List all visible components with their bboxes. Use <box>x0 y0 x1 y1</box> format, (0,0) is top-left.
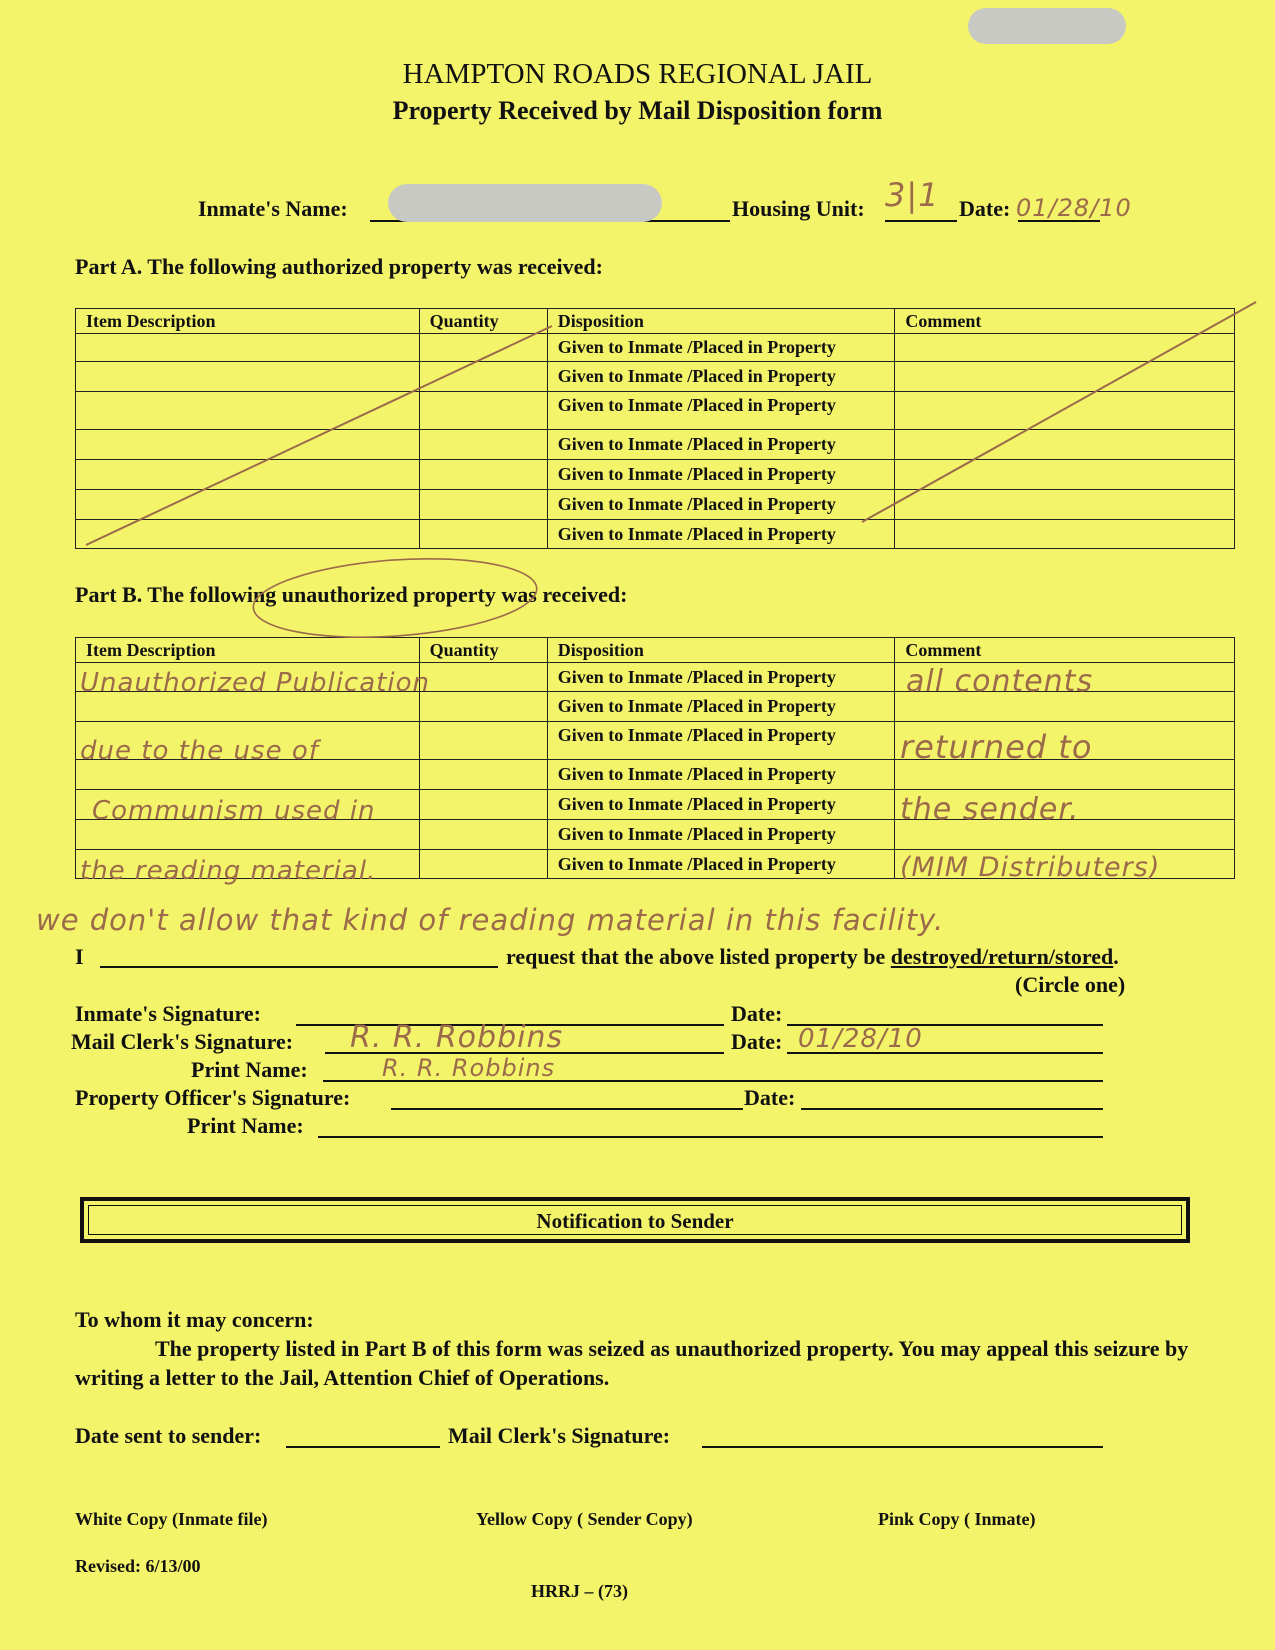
part-b-title: Part B. The following unauthorized property was received: <box>75 582 628 607</box>
pink-copy-label: Pink Copy ( Inmate) <box>878 1509 1036 1529</box>
request-options[interactable]: destroyed/return/stored <box>890 944 1114 969</box>
handwritten-item-1: Unauthorized Publication <box>80 668 430 698</box>
property-officer-print-name-label: Print Name: <box>187 1113 304 1138</box>
request-name-field[interactable] <box>100 966 498 968</box>
request-i-label: I <box>75 944 84 969</box>
property-officer-date-field[interactable] <box>801 1108 1103 1110</box>
notification-mail-clerk-label: Mail Clerk's Signature: <box>448 1423 671 1448</box>
property-officer-signature-field[interactable] <box>391 1108 743 1110</box>
col-item-description: Item Description <box>76 638 420 663</box>
notification-banner <box>80 1197 1190 1243</box>
mail-clerk-signature-label: Mail Clerk's Signature: <box>71 1029 294 1054</box>
col-disposition: Disposition <box>547 638 895 663</box>
disposition-option: Given to Inmate /Placed in Property <box>547 520 895 549</box>
mail-clerk-date-value: 01/28/10 <box>798 1024 923 1054</box>
mail-clerk-date-label: Date: <box>731 1029 783 1054</box>
request-period: . <box>1113 944 1119 969</box>
disposition-option: Given to Inmate /Placed in Property <box>547 760 895 790</box>
disposition-option: Given to Inmate /Placed in Property <box>547 820 895 850</box>
col-comment: Comment <box>895 638 1235 663</box>
col-comment: Comment <box>895 309 1235 334</box>
yellow-copy-label: Yellow Copy ( Sender Copy) <box>476 1509 693 1529</box>
handwritten-item-2: due to the use of <box>80 736 319 766</box>
form-subtitle: Property Received by Mail Disposition form <box>392 96 883 125</box>
print-name-value: R. R. Robbins <box>382 1054 556 1082</box>
white-copy-label: White Copy (Inmate file) <box>75 1509 268 1529</box>
circle-one-note: (Circle one) <box>1015 972 1126 997</box>
inmate-name-label: Inmate's Name: <box>198 196 348 221</box>
handwritten-comment-2: returned to <box>900 728 1093 766</box>
form-title: HAMPTON ROADS REGIONAL JAIL <box>402 58 873 90</box>
part-a-title: Part A. The following authorized property was received: <box>75 254 603 279</box>
handwritten-note: we don't allow that kind of reading material in this facility. <box>36 903 945 937</box>
print-name-label: Print Name: <box>191 1057 308 1082</box>
inmate-date-label: Date: <box>731 1001 783 1026</box>
disposition-option: Given to Inmate /Placed in Property <box>547 850 895 879</box>
disposition-option: Given to Inmate /Placed in Property <box>547 722 895 760</box>
housing-unit-value: 3|1 <box>885 176 940 214</box>
property-officer-date-label: Date: <box>744 1085 796 1110</box>
revised-label: Revised: 6/13/00 <box>75 1556 201 1576</box>
housing-unit-label: Housing Unit: <box>732 196 865 221</box>
disposition-option: Given to Inmate /Placed in Property <box>547 692 895 722</box>
mail-clerk-signature-value: R. R. Robbins <box>350 1020 564 1055</box>
col-quantity: Quantity <box>419 309 547 334</box>
form-code: HRRJ – (73) <box>531 1581 628 1601</box>
handwritten-comment-4: (MIM Distributers) <box>900 852 1161 883</box>
disposition-option: Given to Inmate /Placed in Property <box>547 362 895 392</box>
col-item-description: Item Description <box>76 309 420 334</box>
date-sent-field[interactable] <box>286 1446 440 1448</box>
handwritten-item-3: Communism used in <box>92 796 376 826</box>
disposition-option: Given to Inmate /Placed in Property <box>547 392 895 430</box>
date-label: Date: <box>959 196 1011 221</box>
request-text <box>506 944 1119 970</box>
notification-body: The property listed in Part B of this form was seized as unauthorized property. You may appeal this seizure by writing a letter to the Jail, Attention Chief of Operations. <box>75 1336 1189 1390</box>
inmate-signature-label: Inmate's Signature: <box>75 1001 261 1026</box>
disposition-option: Given to Inmate /Placed in Property <box>547 790 895 820</box>
property-officer-signature-label: Property Officer's Signature: <box>75 1085 351 1110</box>
date-sent-label: Date sent to sender: <box>75 1423 262 1448</box>
col-disposition: Disposition <box>547 309 895 334</box>
disposition-option: Given to Inmate /Placed in Property <box>547 430 895 460</box>
property-officer-print-name-field[interactable] <box>318 1136 1103 1138</box>
disposition-option: Given to Inmate /Placed in Property <box>547 460 895 490</box>
notification-mail-clerk-field[interactable] <box>702 1446 1103 1448</box>
notification-title: Notification to Sender <box>88 1205 1182 1235</box>
date-value: 01/28/10 <box>1016 194 1132 222</box>
handwritten-comment-3: the sender. <box>900 792 1080 827</box>
disposition-option: Given to Inmate /Placed in Property <box>547 490 895 520</box>
col-quantity: Quantity <box>419 638 547 663</box>
request-text-main: request that the above listed property be <box>506 944 891 969</box>
handwritten-item-4: the reading material. <box>80 856 377 886</box>
disposition-option: Given to Inmate /Placed in Property <box>547 334 895 362</box>
disposition-option: Given to Inmate /Placed in Property <box>547 663 895 692</box>
greeting: To whom it may concern: <box>75 1307 314 1332</box>
handwritten-comment-1: all contents <box>906 664 1094 699</box>
